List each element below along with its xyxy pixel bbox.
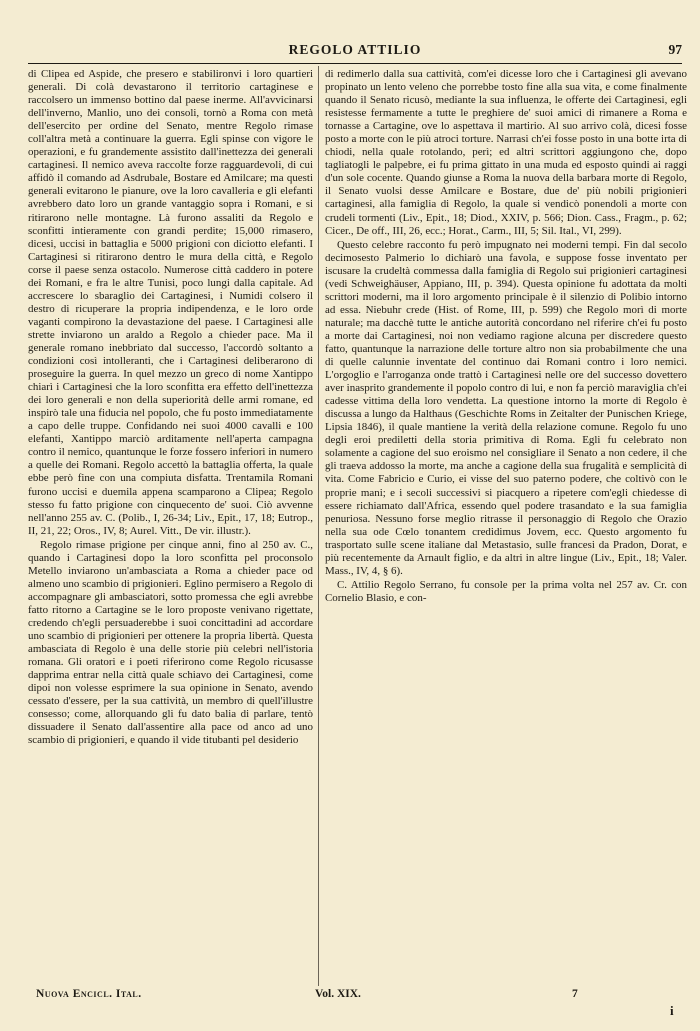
- margin-mark: i: [670, 1003, 674, 1018]
- page-footer: [28, 988, 682, 1004]
- page-number: 97: [668, 42, 682, 57]
- paragraph: Regolo rimase prigione per cinque anni, fino al 250 av. C., quando i Cartaginesi dopo la loro sconfitta pel proconsolo Metello inviarono un'ambasciata a Roma a chieder pace od almeno uno scambio di prigionieri. Eglino permisero a Regolo di accompagnare gli ambasciatori, sotto promessa che egli avrebbe fatto ritorno a Cartagine se le loro proposte venivano rigettate, credendo ch'egli persuaderebbe i suoi concittadini ad accordare uno scambio di prigionieri per ottenere la propria libertà. Questa ambasciata di Regolo è una delle storie più celebri nell'istoria romana. Gli oratori e i poeti riferirono come Regolo ricusasse dapprima entrar nella città quale schiavo dei Cartaginesi, come dipoi non volesse esprimere la sua opinione in Senato, avendo cessato d'essere, per la sua cattività, un membro di quell'illustre consesso; come, allorquando gli fu dato balia di parlare, tentò dissuadere il Senato dall'assentire alla pace od anco ad uno scambio di prigionieri, e quando il vide titubanti pel desiderio: [28, 538, 313, 747]
- paragraph: di Clipea ed Aspide, che presero e stabilironvi i loro quartieri generali. Di colà devastarono il territorio cartaginese e raccolsero un immenso bottino dal paese inerme. All'avvicinarsi dell'inverno, Manlio, uno dei consoli, tornò a Roma con metà dell'esercito per ordine del Senato, mentre Regolo rimase coll'altra metà a continuare la guerra. Egli spinse con vigore le operazioni, e fu grandemente assistito dall'inettezza dei generali cartaginesi. Il nemico aveva raccolte forze ragguardevoli, di cui affidò il comando ad Asdrubale, Bostare ed Amilcare; ma questi generali evitarono le pianure, ove la loro cavalleria e gli elefanti avrebbero dato loro un grande vantaggio sopra i Romani, e si ritirarono nelle montagne. Là furono assaliti da Regolo e sconfitti intieramente con grandi perdite; 15,000 rimasero, dicesi, uccisi in battaglia e 5000 prigioni con diciotto elefanti. I Cartaginesi si ritirarono dentro le mura della città, e Regolo corse il paese senza ostacolo. Numerose città caddero in potere dei Romani, e fra le altre Tunisi, poco lungi dalla capitale. Ad accrescere lo sbaraglio dei Cartaginesi, i Numidi colsero il destro di ricuperare la propria indipendenza, e le loro orde vaganti compirono la devastazione del paese. I Cartaginesi alle strette inviarono un araldo a Regolo a chieder pace. Ma il generale romano inebbriato dal successo, l'accordò soltanto a condizioni così intolleranti, che i Cartaginesi deliberarono di proseguire la guerra. In quel mezzo un greco di nome Xantippo chiarì i Cartaginesi che la loro sconfitta era effetto dell'inettezza dei loro generali e non della superiorità delle armi romane, ed inspirò tale una fiducia nel popolo, che fu posto immediatamente a capo delle truppe. Confidando nei suoi 4000 cavalli e 100 elefanti, Xantippo marciò arditamente nell'aperta campagna contro il nemico, quantunque le forze fossero inferiori in numero a quelle dei Romani. Regolo accettò la battaglia offerta, la quale ebbe però fine con una compiuta disfatta. Trentamila Romani furono uccisi e duemila appena scamparono a Clipea; Regolo stesso fu fatto prigione con cinquecento de' suoi. Ciò avvenne nell'anno 255 av. C. (Polib., I, 26-34; Liv., Epit., 17, 18; Eutrop., II, 21, 22; Oros., IV, 8; Aurel. Vitt., De vir. illustr.).: [28, 68, 313, 537]
- paragraph: di redimerlo dalla sua cattività, com'ei dicesse loro che i Cartaginesi gli avevano propinato un lento veleno che porrebbe tosto fine alla sua vita, e come finalmente quando il Senato ricusò, mediante la sua influenza, le offerte dei Cartaginesi, egli resistesse fermamente a tutte le preghiere de' suoi amici di rimanere a Roma e tornasse a Cartagine, ove lo aspettava il martirio. Al suo arrivo colà, dicesi fosse posto a morte con le più atroci torture. Narrasi ch'ei fosse posto in una botte irta di chiodi, nella quale rotolando, perì; ed altri scrittori aggiungono che, dopo tagliatogli le palpebre, ei fu prima gittato in una muda ed esposto quindi ai raggi d'un sole cocente. Quando giunse a Roma la nuova della barbara morte di Regolo, il Senato vuolsi desse Amilcare e Bostare, due de' più nobili prigionieri cartaginesi, alla famiglia di Regolo, la quale si vendicò ponendoli a morte con crudeli tormenti (Liv., Epit., 18; Diod., XXIV, p. 566; Dion. Cass., Fragm., p. 62; Cicer., De off., III, 26, ecc.; Horat., Carm., III, 5; Sil. Ital., VI, 299).: [325, 68, 687, 237]
- footer-signature: 7: [572, 988, 578, 1000]
- footer-volume: Vol. XIX.: [315, 988, 361, 1000]
- header-rule: [28, 63, 682, 64]
- left-column: [28, 68, 313, 976]
- paragraph: C. Attilio Regolo Serrano, fu console per la prima volta nel 257 av. Cr. con Cornelio Blasio, e con-: [325, 578, 687, 604]
- right-column: [325, 68, 687, 988]
- running-title: REGOLO ATTILIO: [288, 42, 422, 57]
- column-divider: [318, 66, 319, 986]
- footer-publication: Nuova Encicl. Ital.: [36, 988, 142, 1000]
- running-header: [28, 42, 682, 64]
- paragraph: Questo celebre racconto fu però impugnato nei moderni tempi. Fin dal secolo decimosesto Palmerio lo dichiarò una favola, e suppose fosse inventato per iscusare la crudeltà commessa dalla famiglia di Regolo sui prigionieri cartaginesi (vedi Schweighäuser, Appiano, III, p. 394). Questa opinione fu adottata da molti scrittori moderni, ma il loro argomento principale è il silenzio di Polibio intorno ad essa. Niebuhr crede (Hist. of Rome, III, p. 599) che Regolo morì di morte naturale; ma dacchè tutte le antiche autorità concordano nel riferire ch'ei fu posto a morte dai Cartaginesi, noi non vediamo ragione alcuna per discredere questo fatto, quantunque la narrazione delle torture altro non sia probabilmente che una di quelle calunnie inventate del continuo dai Romani contro i loro nemici. L'orgoglio e l'arroganza onde trattò i Cartaginesi nelle ore del successo dovettero aver inasprito grandemente il popolo contro di lui, e non fa perciò maraviglia ch'ei cadesse vittima della loro vendetta. La questione intorno la morte di Regolo è discussa a lungo da Halthaus (Geschichte Roms in Zeitalter der Punischen Kriege, Lipsia 1846), il quale mantiene la verità della relazione comune. Regolo fu uno degli eroi prediletti della storia primitiva di Roma. Egli fu celebrato non solamente a cagione del suo eroismo nel consigliare il Senato a non cedere, il che gli traeva addosso la morte, ma anche a cagione della sua frugalità e semplicità di vita. Come Fabricio e Curio, ei visse del suo paterno podere, che coltivò con le proprie mani; e i secoli successivi si piacquero a ripetere com'egli chiedesse di essere richiamato dall'Africa, essendo quel podere trasandato e la sua famiglia penuriosa. Nessuno forse meglio ritrasse il personaggio di Regolo che Orazio nella sua ode Cœlo tonantem credidimus Jovem, ecc. Questo argomento fu trasportato sulle scene italiane dal Metastasio, sulle francesi da Pradon, Dorat, e più recentemente da Arnault figlio, e da altri in altre lingue (Liv., Epit., 18; Valer. Mass., IV, 4, § 6).: [325, 238, 687, 577]
